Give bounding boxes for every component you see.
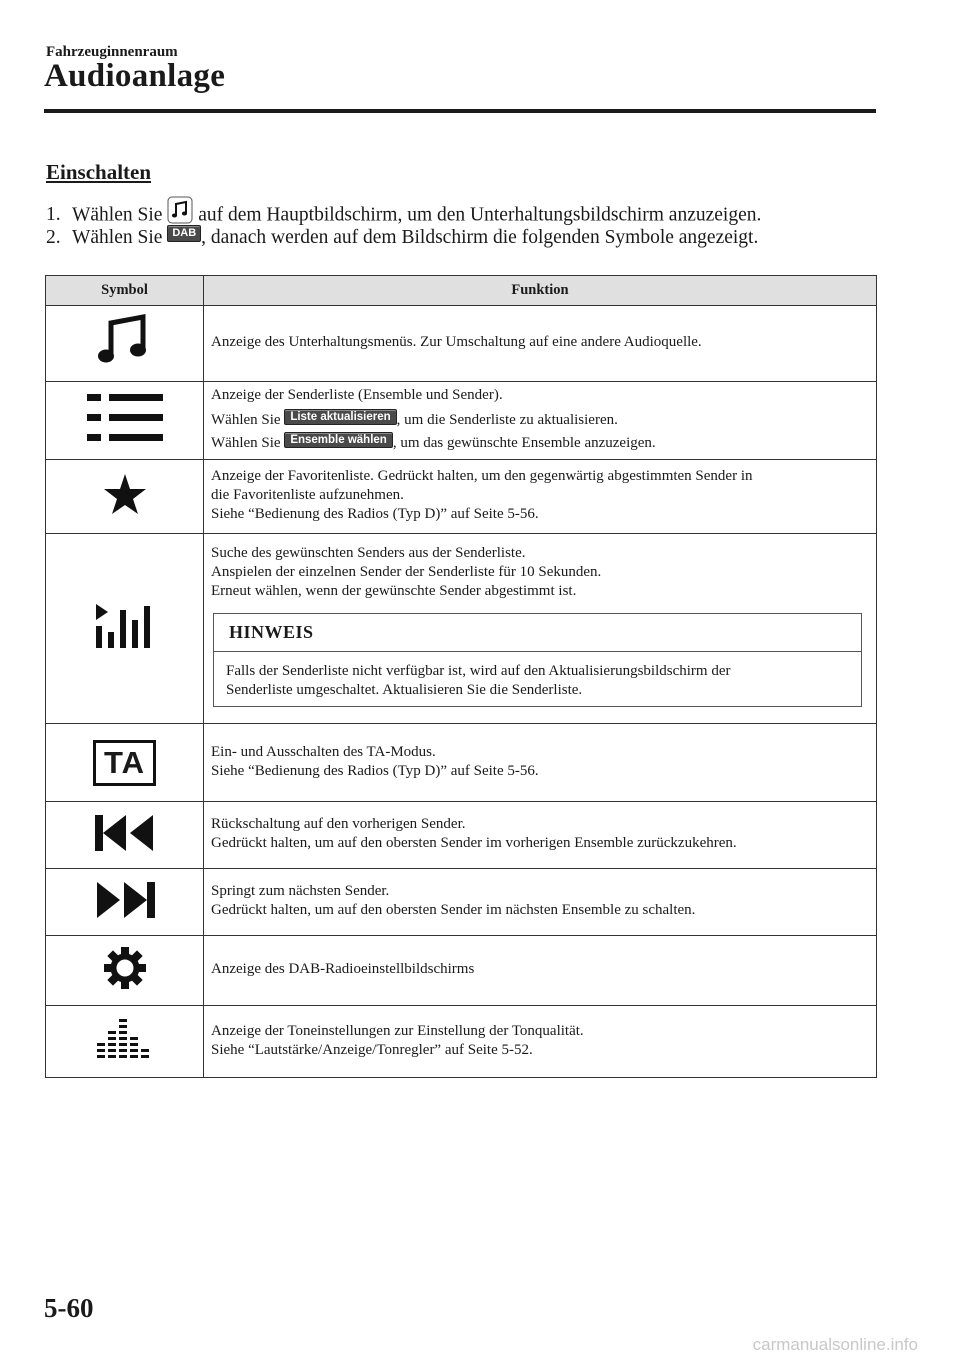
sub-heading: Einschalten xyxy=(46,160,152,184)
function-text: Suche des gewünschten Senders aus der Senderliste. xyxy=(211,545,526,561)
column-header-function: Funktion xyxy=(204,276,877,306)
music-note-icon xyxy=(95,357,155,373)
table-row xyxy=(46,460,877,534)
step-text: , danach werden auf dem Bildschirm die folgenden Symbole angezeigt. xyxy=(201,227,759,248)
function-text: Wählen Sie xyxy=(211,435,281,451)
step-2 xyxy=(46,227,758,249)
function-text: Rückschaltung auf den vorherigen Sender. xyxy=(211,816,466,832)
scan-icon xyxy=(94,638,156,654)
equalizer-icon xyxy=(97,1049,153,1065)
function-text: Ein- und Ausschalten des TA-Modus. xyxy=(211,743,436,760)
column-header-symbol: Symbol xyxy=(46,276,204,306)
symbol-table xyxy=(45,275,877,1078)
function-text: Wählen Sie xyxy=(211,412,281,428)
section-label: Fahrzeuginnenraum xyxy=(46,44,178,60)
function-text: Anzeige der Favoritenliste. Gedrückt halten, um den gegenwärtig abgestimmten Sender in xyxy=(211,468,753,484)
skip-forward-icon xyxy=(93,908,157,924)
ta-icon-text: TA xyxy=(103,744,146,780)
table-header-row xyxy=(46,276,877,306)
function-text: Gedrückt halten, um auf den obersten Sender im nächsten Ensemble zu schalten. xyxy=(211,902,696,918)
function-text: Anzeige der Toneinstellungen zur Einstellung der Tonqualität. xyxy=(211,1022,584,1039)
table-row xyxy=(46,306,877,382)
step-text: auf dem Hauptbildschirm, um den Unterhaltungsbildschirm anzuzeigen. xyxy=(198,204,762,226)
chapter-title: Audioanlage xyxy=(44,58,226,94)
skip-back-icon xyxy=(93,841,157,857)
table-row xyxy=(46,724,877,802)
update-list-button[interactable]: Liste aktualisieren xyxy=(284,409,396,425)
function-text: die Favoritenliste aufzunehmen. xyxy=(211,487,404,503)
function-text: Anspielen der einzelnen Sender der Senderliste für 10 Sekunden. xyxy=(211,564,602,580)
function-text: Gedrückt halten, um auf den obersten Sender im vorherigen Ensemble zurückzukehren. xyxy=(211,835,737,851)
function-text: , um das gewünschte Ensemble anzuzeigen. xyxy=(392,435,656,451)
function-text: Siehe “Bedienung des Radios (Typ D)” auf Seite 5-56. xyxy=(211,506,539,522)
table-row xyxy=(46,382,877,460)
gear-icon xyxy=(103,978,147,994)
note-text: Falls der Senderliste nicht verfügbar ist, wird auf den Aktualisierungsbildschirm der xyxy=(226,663,731,679)
table-row xyxy=(46,869,877,936)
step-text: Wählen Sie xyxy=(72,227,163,248)
page-number: 5-60 xyxy=(44,1293,94,1323)
step-text: Wählen Sie xyxy=(72,204,163,226)
function-text: Anzeige der Senderliste (Ensemble und Sender). xyxy=(211,387,503,403)
step-number: 2. xyxy=(46,227,61,248)
table-row xyxy=(46,1006,877,1078)
note-title: HINWEIS xyxy=(214,614,861,652)
header-rule xyxy=(44,109,876,113)
star-icon xyxy=(103,504,147,520)
watermark: carmanualsonline.info xyxy=(752,1335,918,1354)
function-text: Springt zum nächsten Sender. xyxy=(211,883,390,899)
function-text: , um die Senderliste zu aktualisieren. xyxy=(396,412,618,428)
note-text: Senderliste umgeschaltet. Aktualisieren Sie die Senderliste. xyxy=(226,682,583,698)
note-body xyxy=(214,652,861,706)
select-ensemble-button[interactable]: Ensemble wählen xyxy=(284,432,393,448)
table-row xyxy=(46,936,877,1006)
function-text: Siehe “Bedienung des Radios (Typ D)” auf Seite 5-56. xyxy=(211,762,539,779)
function-text: Erneut wählen, wenn der gewünschte Sender abgestimmt ist. xyxy=(211,583,577,599)
function-text: Siehe “Lautstärke/Anzeige/Tonregler” auf Seite 5-52. xyxy=(211,1041,533,1058)
step-number: 1. xyxy=(46,204,61,226)
dab-button[interactable]: DAB xyxy=(167,225,201,242)
note-box xyxy=(213,613,862,707)
list-icon xyxy=(85,434,165,450)
function-text: Anzeige des Unterhaltungsmenüs. Zur Umschaltung auf eine andere Audioquelle. xyxy=(211,334,702,350)
ta-icon xyxy=(93,740,156,786)
function-text: Anzeige des DAB-Radioeinstellbildschirms xyxy=(211,961,475,977)
table-row xyxy=(46,802,877,869)
table-row xyxy=(46,534,877,724)
